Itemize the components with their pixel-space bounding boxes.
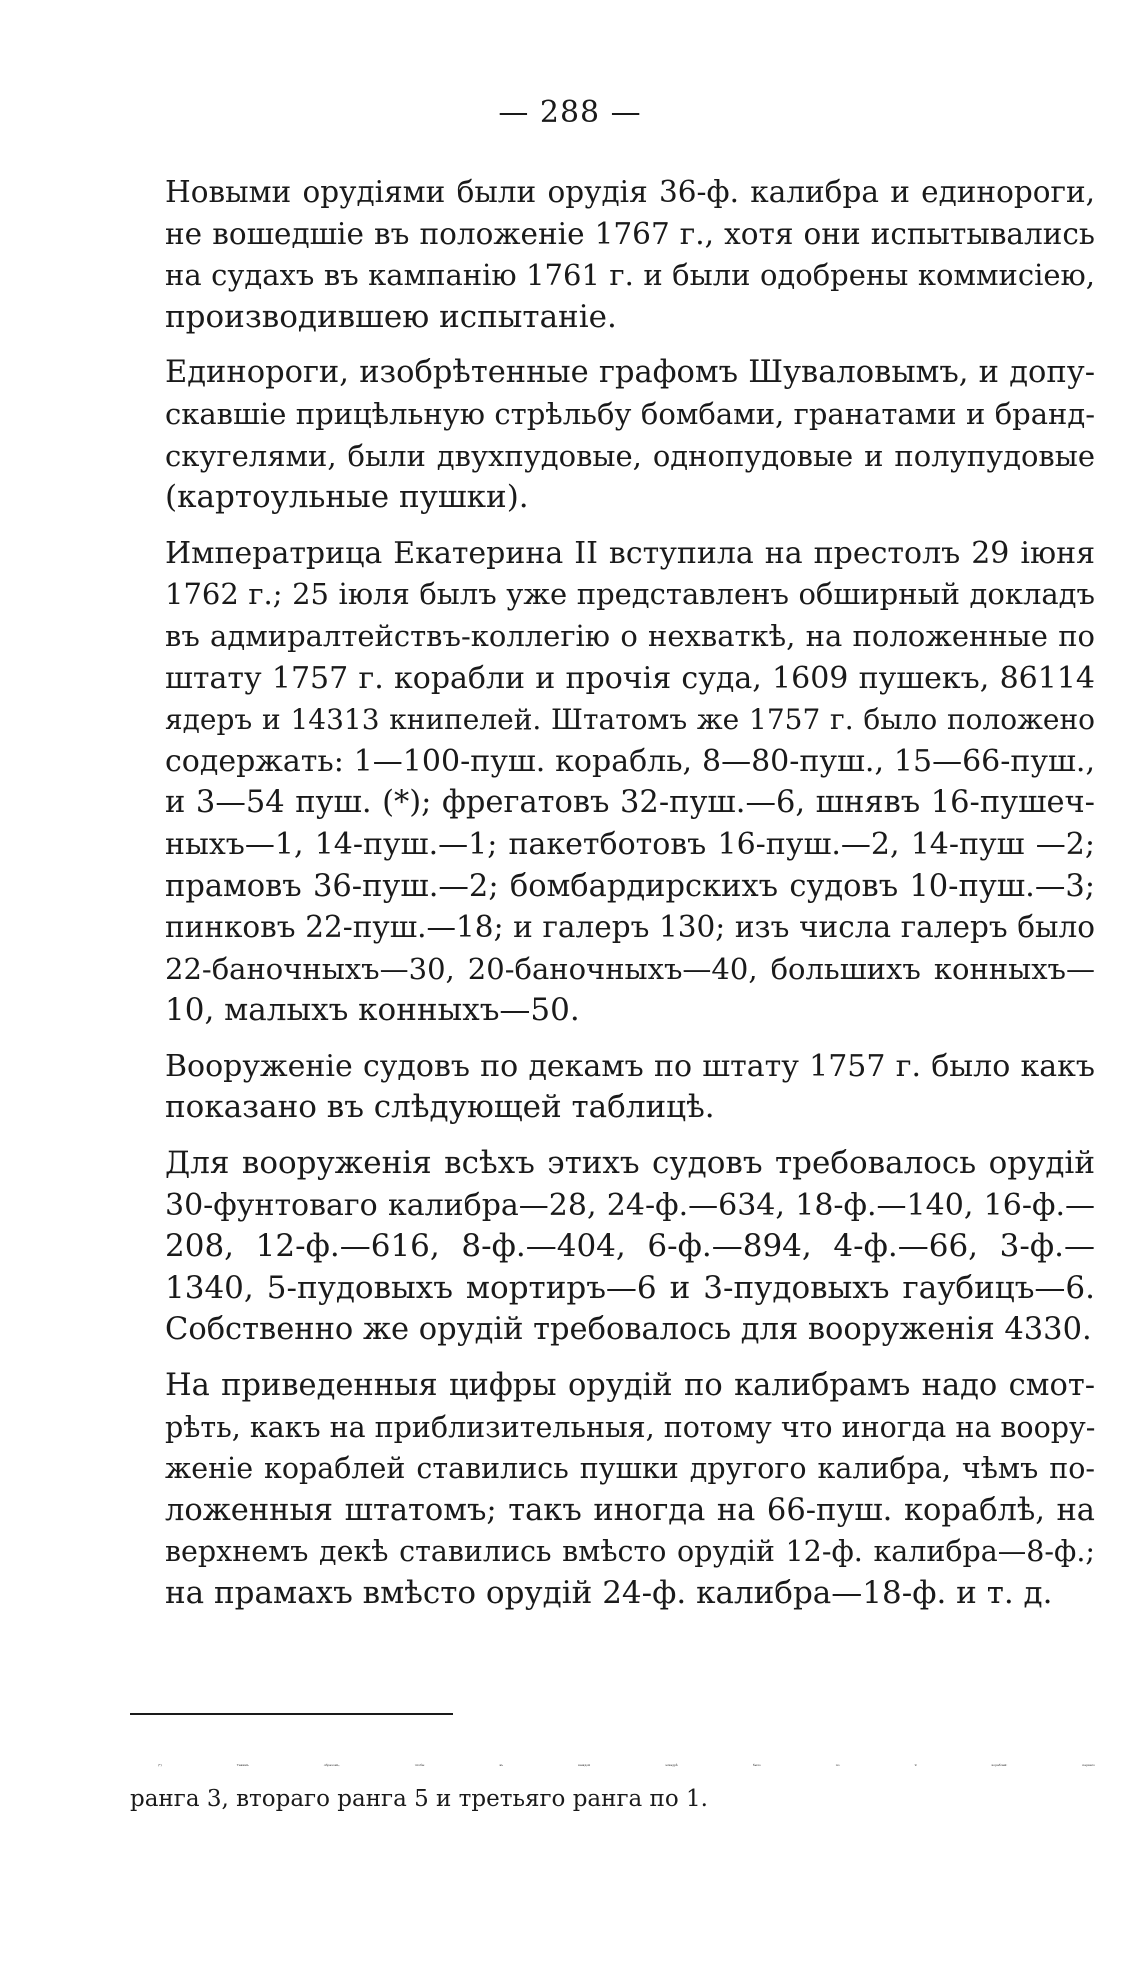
text-line: скугелями, были двухпудовые, однопудовые и полупудовые (165, 438, 1095, 473)
text-line: на прамахъ вмѣсто орудій 24-ф. калибра—18-ф. и т. д. (165, 1575, 1053, 1611)
body-text (130, 172, 1095, 1629)
footnote-separator (130, 1713, 453, 1715)
footnote-line: ранга 3, втораго ранга 5 и третьяго ранга по 1. (130, 1786, 708, 1812)
text-line: показано въ слѣдующей таблицѣ. (165, 1089, 715, 1126)
text-line: (картоульные пушки). (165, 479, 529, 516)
text-line: ядеръ и 14313 книпелей. Штатомъ же 1757 г. было положено (165, 703, 1095, 737)
text-line: 22-баночныхъ—30, 20-баночныхъ—40, большихъ конныхъ— (165, 951, 1095, 986)
text-line: рѣть, какъ на приблизительныя, потому что иногда на воору- (165, 1410, 1096, 1444)
paragraph (130, 172, 1095, 338)
text-line: Новыми орудіями были орудія 36-ф. калибра и единороги, (165, 175, 1095, 209)
paragraph (130, 1365, 1095, 1615)
text-line: На приведенныя цифры орудій по калибрамъ надо смот- (165, 1368, 1095, 1404)
paragraph (130, 1046, 1095, 1129)
text-line: Императрица Екатерина II вступила на престолъ 29 іюня (165, 535, 1095, 571)
text-line: содержать: 1—100-пуш. корабль, 8—80-пуш., 15—66-пуш., (165, 743, 1095, 779)
paragraph (130, 1143, 1095, 1351)
text-line: 30-фунтоваго калибра—28, 24-ф.—634, 18-ф.—140, 16-ф.— (165, 1187, 1095, 1223)
text-line: скавшіе прицѣльную стрѣльбу бомбами, гранатами и бранд- (165, 396, 1095, 431)
text-line: 1340, 5-пудовыхъ мортиръ—6 и 3-пудовыхъ гаубицъ—6. (165, 1269, 1095, 1306)
text-line: штату 1757 г. корабли и прочія суда, 1609 пушекъ, 86114 (165, 660, 1095, 696)
footnote (130, 1748, 1095, 1816)
text-line: Вооруженіе судовъ по декамъ по штату 1757 г. было какъ (165, 1048, 1095, 1084)
text-line: пинковъ 22-пуш.—18; и галеръ 130; изъ числа галеръ было (165, 910, 1095, 945)
text-line: женіе кораблей ставились пушки другого калибра, чѣмъ по- (165, 1452, 1095, 1486)
page-number: — 288 — (498, 95, 642, 130)
text-line: прамовъ 36-пуш.—2; бомбардирскихъ судовъ 10-пуш.—3; (165, 868, 1095, 904)
text-line: въ адмиралтействъ-коллегію о нехваткѣ, на положенные по (165, 618, 1095, 653)
text-line: не вошедшіе въ положеніе 1767 г., хотя они испытывались (165, 216, 1095, 251)
footnote-line: (*) Такимъ образомъ, чтобы въ каждой эскадрѣ было по 9 кораблей: перваго (158, 1763, 1095, 1767)
text-line: Единороги, изобрѣтенные графомъ Шуваловымъ, и допу- (165, 355, 1095, 391)
paragraph (130, 533, 1095, 1032)
text-line: ныхъ—1, 14-пуш.—1; пакетботовъ 16-пуш.—2, 14-пуш —2; (165, 826, 1095, 862)
text-line: и 3—54 пуш. (*); фрегатовъ 32-пуш.—6, шнявъ 16-пушеч- (165, 785, 1095, 821)
text-line: Для вооруженія всѣхъ этихъ судовъ требовалось орудій (165, 1145, 1095, 1182)
text-line: 1762 г.; 25 іюля былъ уже представленъ обширный докладъ (165, 577, 1095, 612)
text-line: верхнемъ декѣ ставились вмѣсто орудій 12-ф. калибра—8-ф.; (165, 1535, 1095, 1569)
text-line: Собственно же орудій требовалось для вооруженія 4330. (165, 1312, 1092, 1348)
text-line: на судахъ въ кампанію 1761 г. и были одобрены коммисіею, (165, 258, 1095, 293)
text-line: 10, малыхъ конныхъ—50. (165, 992, 580, 1029)
paragraph (130, 352, 1095, 518)
text-line: ложенныя штатомъ; такъ иногда на 66-пуш. кораблѣ, на (165, 1492, 1095, 1528)
text-line: производившею испытаніе. (165, 298, 617, 335)
text-line: 208, 12-ф.—616, 8-ф.—404, 6-ф.—894, 4-ф.—66, 3-ф.— (165, 1228, 1095, 1265)
